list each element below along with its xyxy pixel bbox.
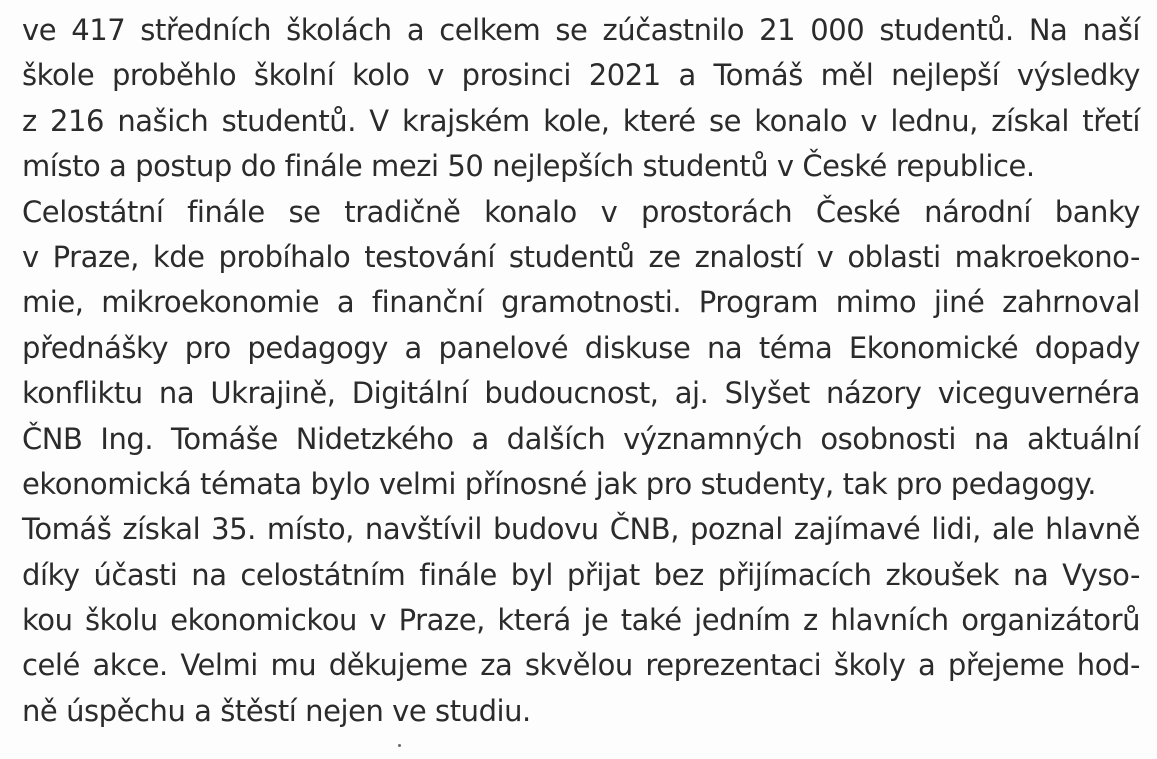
paragraph-end-line: místo a postup do finále mezi 50 nejlepších studentů v České republice.	[22, 149, 1035, 184]
text-line: z 216 našich studentů. V krajském kole, které se konalo v lednu, získal třetí	[22, 103, 1140, 138]
paragraph-end-line: ekonomická témata bylo velmi přínosné jak pro studenty, tak pro pedagogy.	[22, 466, 1096, 501]
scan-speck	[398, 744, 401, 747]
text-line: v Praze, kde probíhalo testování studentů ze znalostí v oblasti makroekono-	[22, 239, 1140, 274]
text-line: škole proběhlo školní kolo v prosinci 2021 a Tomáš měl nejlepší výsledky	[22, 58, 1140, 93]
text-line: ve 417 středních školách a celkem se zúčastnilo 21 000 studentů. Na naší	[22, 13, 1140, 47]
text-line: kou školu ekonomickou v Praze, která je také jedním z hlavních organizátorů	[22, 603, 1140, 638]
paragraph-end-line: ně úspěchu a štěstí nejen ve studiu.	[22, 693, 531, 728]
text-line: celé akce. Velmi mu děkujeme za skvělou reprezentaci školy a přejeme hod-	[22, 648, 1140, 683]
text-line: konfliktu na Ukrajině, Digitální budoucnost, aj. Slyšet názory viceguvernéra	[22, 376, 1140, 411]
text-line: Celostátní finále se tradičně konalo v prostorách České národní banky	[22, 194, 1140, 229]
text-line: ČNB Ing. Tomáše Nidetzkého a dalších významných osobnosti na aktuální	[22, 421, 1140, 456]
text-line: díky účasti na celostátním finále byl přijat bez přijímacích zkoušek na Vyso-	[22, 557, 1140, 592]
article-text	[22, 8, 1140, 734]
text-line: přednášky pro pedagogy a panelové diskuse na téma Ekonomické dopady	[22, 330, 1140, 365]
text-line: mie, mikroekonomie a finanční gramotnosti. Program mimo jiné zahrnoval	[22, 285, 1140, 320]
text-line: Tomáš získal 35. místo, navštívil budovu ČNB, poznal zajímavé lidi, ale hlavně	[22, 512, 1140, 547]
